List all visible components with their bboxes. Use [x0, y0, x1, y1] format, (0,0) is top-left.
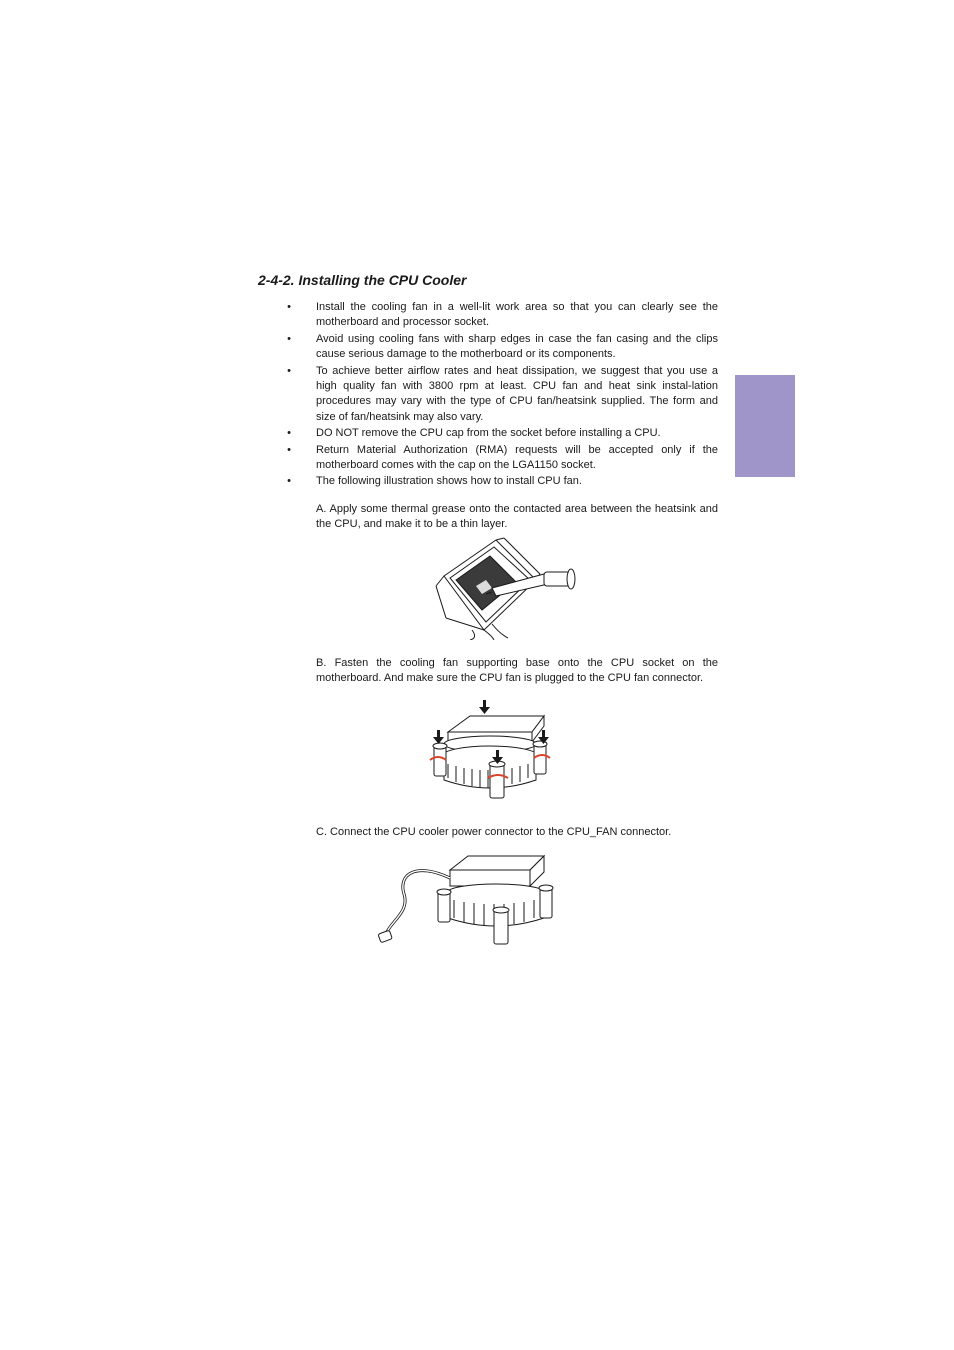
list-item [284, 332, 718, 363]
bullet-text: Return Material Authorization (RMA) requests will be accepted only if the motherboard comes with the cap on the LGA1150 socket. [316, 443, 718, 472]
list-item [284, 364, 718, 426]
bullet-list [284, 300, 718, 491]
bullet-text: Avoid using cooling fans with sharp edges in case the fan casing and the clips cause serious damage to the motherboard or its components. [316, 332, 718, 361]
list-item [284, 474, 718, 489]
bullet-symbol: • [287, 475, 291, 488]
step-c-text: C. Connect the CPU cooler power connector to the CPU_FAN connector. [316, 826, 672, 838]
list-item [284, 300, 718, 331]
bullet-symbol: • [287, 427, 291, 440]
list-item [284, 443, 718, 474]
bullet-text: The following illustration shows how to install CPU fan. [316, 475, 582, 488]
bullet-symbol: • [287, 301, 291, 313]
fan-mounting-illustration [426, 698, 556, 806]
step-b-text: B. Fasten the cooling fan supporting base onto the CPU socket on the motherboard. And make sure the CPU fan is plugged to the CPU fan connector. [316, 657, 718, 685]
chapter-side-tab [735, 375, 795, 477]
step-a-text: A. Apply some thermal grease onto the contacted area between the heatsink and the CPU, and make it to be a thin layer. [316, 503, 718, 531]
bullet-symbol: • [287, 364, 291, 377]
bullet-text: Install the cooling fan in a well-lit work area so that you can clearly see the motherboard and processor socket. [316, 301, 718, 329]
list-item [284, 426, 718, 441]
bullet-symbol: • [287, 332, 291, 345]
fan-connector-illustration [376, 848, 556, 950]
bullet-text: DO NOT remove the CPU cap from the socket before installing a CPU. [316, 427, 661, 440]
thermal-grease-illustration [432, 534, 582, 640]
bullet-symbol: • [287, 443, 291, 456]
section-heading: 2-4-2. Installing the CPU Cooler [258, 272, 467, 288]
bullet-text: To achieve better airflow rates and heat dissipation, we suggest that you use a high quality fan with 3800 rpm at least. CPU fan and heat sink instal-lation procedures may vary with the type of CPU fan/heatsink supplied. The form and size of fan/heatsink may also vary. [316, 364, 718, 423]
